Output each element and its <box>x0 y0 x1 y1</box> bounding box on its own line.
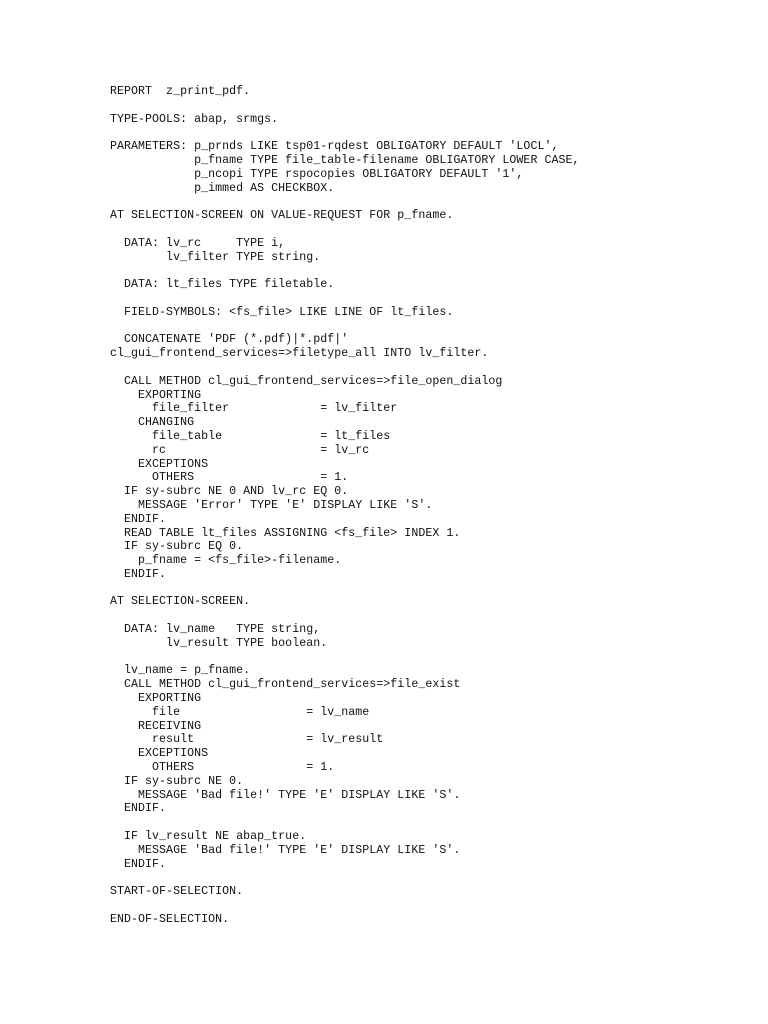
code-line: p_fname TYPE file_table-filename OBLIGATORY LOWER CASE, <box>110 153 580 167</box>
code-line: file_table = lt_files <box>110 429 391 443</box>
code-line: p_ncopi TYPE rspocopies OBLIGATORY DEFAULT '1', <box>110 167 524 181</box>
code-line: ENDIF. <box>110 512 167 526</box>
code-line: OTHERS = 1. <box>110 471 349 485</box>
code-line <box>110 651 750 665</box>
code-line: TYPE-POOLS: abap, srmgs. <box>110 112 279 126</box>
code-line: OTHERS = 1. <box>110 761 335 775</box>
code-line: lv_name = p_fname. <box>110 664 251 678</box>
code-line: MESSAGE 'Error' TYPE 'E' DISPLAY LIKE 'S'. <box>110 498 433 512</box>
code-line <box>110 361 750 375</box>
code-line <box>110 320 750 334</box>
code-line: DATA: lt_files TYPE filetable. <box>110 278 335 292</box>
code-line: file_filter = lv_filter <box>110 402 398 416</box>
code-line <box>110 126 750 140</box>
code-line: EXCEPTIONS <box>110 457 209 471</box>
code-line <box>110 899 750 913</box>
code-line: lv_result TYPE boolean. <box>110 636 328 650</box>
code-line <box>110 292 750 306</box>
code-line <box>110 871 750 885</box>
code-line: AT SELECTION-SCREEN ON VALUE-REQUEST FOR p_fname. <box>110 209 454 223</box>
code-line: cl_gui_frontend_services=>filetype_all INTO lv_filter. <box>110 347 489 361</box>
code-line: REPORT z_print_pdf. <box>110 85 251 98</box>
code-line: IF lv_result NE abap_true. <box>110 830 307 844</box>
code-line: MESSAGE 'Bad file!' TYPE 'E' DISPLAY LIKE 'S'. <box>110 843 461 857</box>
code-page <box>110 85 750 927</box>
code-line: p_fname = <fs_file>-filename. <box>110 554 342 568</box>
code-line: ENDIF. <box>110 567 167 581</box>
code-line: AT SELECTION-SCREEN. <box>110 595 251 609</box>
code-line: IF sy-subrc NE 0 AND lv_rc EQ 0. <box>110 485 349 499</box>
code-line: CALL METHOD cl_gui_frontend_services=>file_exist <box>110 678 461 692</box>
code-line: READ TABLE lt_files ASSIGNING <fs_file> INDEX 1. <box>110 526 461 540</box>
code-line <box>110 582 750 596</box>
code-line: lv_filter TYPE string. <box>110 250 321 264</box>
code-line: CHANGING <box>110 416 195 430</box>
code-line <box>110 816 750 830</box>
code-line: RECEIVING <box>110 719 202 733</box>
code-line <box>110 99 750 113</box>
code-line: END-OF-SELECTION. <box>110 912 230 926</box>
code-line: EXPORTING <box>110 388 202 402</box>
code-line: IF sy-subrc NE 0. <box>110 774 244 788</box>
code-line: IF sy-subrc EQ 0. <box>110 540 244 554</box>
code-line <box>110 609 750 623</box>
code-line: result = lv_result <box>110 733 384 747</box>
code-line: FIELD-SYMBOLS: <fs_file> LIKE LINE OF lt_files. <box>110 305 454 319</box>
code-line <box>110 223 750 237</box>
code-line: rc = lv_rc <box>110 443 370 457</box>
code-line: file = lv_name <box>110 705 370 719</box>
code-line: START-OF-SELECTION. <box>110 885 244 899</box>
code-line: DATA: lv_name TYPE string, <box>110 623 321 637</box>
code-line: p_immed AS CHECKBOX. <box>110 181 335 195</box>
code-line: PARAMETERS: p_prnds LIKE tsp01-rqdest OBLIGATORY DEFAULT 'LOCL', <box>110 140 559 154</box>
code-line <box>110 195 750 209</box>
code-line: ENDIF. <box>110 802 167 816</box>
code-line: MESSAGE 'Bad file!' TYPE 'E' DISPLAY LIKE 'S'. <box>110 788 461 802</box>
code-line: ENDIF. <box>110 857 167 871</box>
code-line: DATA: lv_rc TYPE i, <box>110 236 286 250</box>
code-line <box>110 264 750 278</box>
code-line: CALL METHOD cl_gui_frontend_services=>file_open_dialog <box>110 374 503 388</box>
code-line: EXCEPTIONS <box>110 747 209 761</box>
code-line: EXPORTING <box>110 692 202 706</box>
code-line: CONCATENATE 'PDF (*.pdf)|*.pdf|' <box>110 333 349 347</box>
